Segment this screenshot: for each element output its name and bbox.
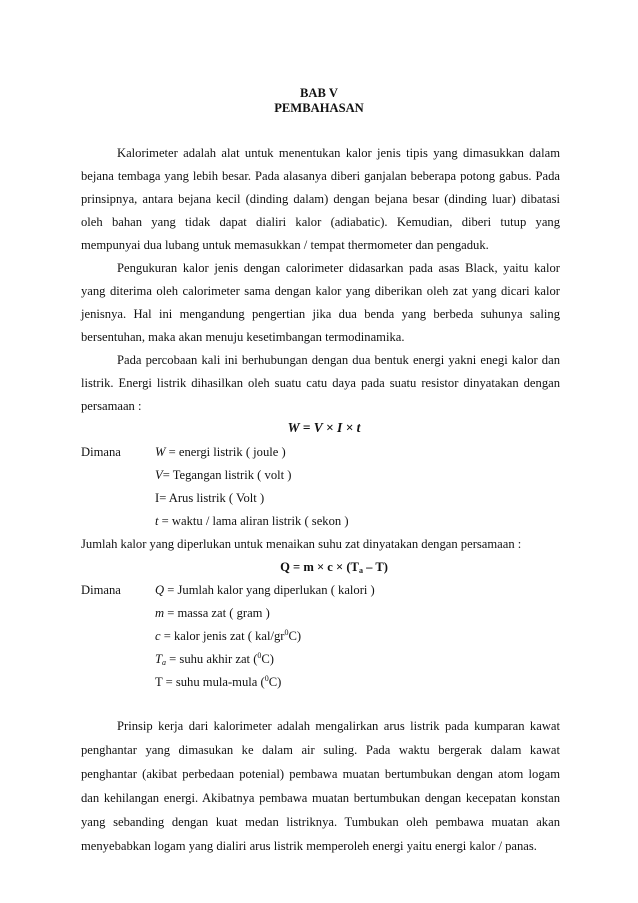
para4-line-3: penghantar (akibat perbedaan potenial) pembawa muatan bertumbukan dengan atom logam: [81, 767, 560, 781]
para4-line-6: menyebabkan logam yang dialiri arus listrik memperoleh energi yaitu energi kalor / panas.: [81, 839, 537, 853]
equation-heat-right: – T): [362, 560, 388, 574]
para4-line-4: dan kehilangan energi. Akibatnya pembawa muatan bertumbukan dengan kecepatan konstan: [81, 791, 560, 805]
para2-line-2: yang diterima oleh calorimeter sama dengan kalor yang diberikan oleh zat yang dicari kalor: [81, 284, 560, 298]
para3-line-2: listrik. Energi listrik dihasilkan oleh suatu catu daya pada suatu resistor dinyatakan dengan: [81, 376, 560, 390]
def-t-text: = waktu / lama aliran listrik ( sekon ): [158, 514, 349, 528]
para2-line-4: bersentuhan, maka akan menuju kesetimbangan termodinamika.: [81, 330, 405, 344]
equation-heat-left: Q = m × c × (T: [280, 560, 359, 574]
def-ta: [155, 652, 274, 667]
para2-line-3: jenisnya. Hal ini mengandung pengertian jika dua benda yang berbeda suhunya saling: [81, 307, 560, 321]
def-q: [155, 583, 375, 598]
def-q-symbol: Q: [155, 583, 165, 597]
def-t-initial-unit: C): [268, 675, 282, 689]
def-v-text: = Tegangan listrik ( volt ): [162, 468, 292, 482]
def-ta-unit: C): [261, 652, 274, 666]
para2-line-1: Pengukuran kalor jenis dengan calorimeter didasarkan pada asas Black, yaitu kalor: [117, 261, 560, 275]
def-ta-text: = suhu akhir zat (: [166, 652, 258, 666]
def-t-initial: [155, 675, 281, 690]
def-t-initial-degree: 0: [264, 674, 269, 683]
def-m-symbol: m: [155, 606, 165, 620]
def-v: [155, 468, 291, 483]
defs2-label: Dimana: [81, 583, 121, 597]
def-w: [155, 445, 286, 460]
def-ta-sub: a: [162, 658, 167, 667]
para1-line-4: oleh bahan yang tidak dapat dialiri kalor (adiabatic). Kemudian, diberi tutup yang: [81, 215, 560, 229]
def-w-symbol: W: [155, 445, 166, 459]
def-t: [155, 514, 349, 529]
defs1-label: Dimana: [81, 445, 121, 459]
chapter-title: PEMBAHASAN: [274, 101, 364, 115]
def-t-initial-text: T = suhu mula-mula (: [155, 675, 265, 689]
equation-heat: [0, 560, 638, 575]
para1-line-2: bejana tembaga yang lebih besar. Pada alasanya diberi ganjalan beberapa potong gabus. Pada: [81, 169, 560, 183]
def-c-text: = kalor jenis zat ( kal/gr: [160, 629, 285, 643]
def-c: [155, 629, 301, 644]
def-i: I= Arus listrik ( Volt ): [155, 491, 265, 505]
def-t-symbol: t: [155, 514, 159, 528]
para4-line-5: yang sebanding dengan kuat medan listriknya. Tumbukan oleh pembawa muatan akan: [81, 815, 560, 829]
equation-heat-sub: a: [358, 566, 363, 575]
equation-energy: W = V × I × t: [287, 420, 361, 435]
def-q-text: = Jumlah kalor yang diperlukan ( kalori ): [164, 583, 375, 597]
def-v-symbol: V: [155, 468, 163, 482]
para4-line-1: Prinsip kerja dari kalorimeter adalah mengalirkan arus listrik pada kumparan kawat: [117, 719, 560, 733]
chapter-heading: BAB V: [300, 86, 338, 100]
def-m: [155, 606, 270, 621]
para1-line-3: prinsipnya, antara bejana kecil (dinding dalam) dengan bejana besar (dinding luar) dibatasi: [81, 192, 560, 206]
def-c-degree: 0: [284, 628, 289, 637]
def-c-unit: C): [288, 629, 302, 643]
def-m-text: = massa zat ( gram ): [164, 606, 270, 620]
para4-line-2: penghantar yang dimasukan ke dalam air suling. Pada waktu bergerak dalam kawat: [81, 743, 560, 757]
def-c-symbol: c: [155, 629, 161, 643]
def-w-text: = energi listrik ( joule ): [165, 445, 286, 459]
para3-line-3: persamaan :: [81, 399, 142, 413]
para1-line-5: mempunyai dua lubang untuk memasukkan / tempat thermometer dan pengaduk.: [81, 238, 489, 252]
para1-line-1: Kalorimeter adalah alat untuk menentukan kalor jenis tipis yang dimasukkan dalam: [117, 146, 560, 160]
para3-line-1: Pada percobaan kali ini berhubungan dengan dua bentuk energi yakni enegi kalor dan: [117, 353, 560, 367]
sentence-heat: Jumlah kalor yang diperlukan untuk menaikan suhu zat dinyatakan dengan persamaan :: [81, 537, 522, 551]
def-ta-degree: 0: [257, 651, 262, 660]
def-ta-symbol: T: [155, 652, 163, 666]
